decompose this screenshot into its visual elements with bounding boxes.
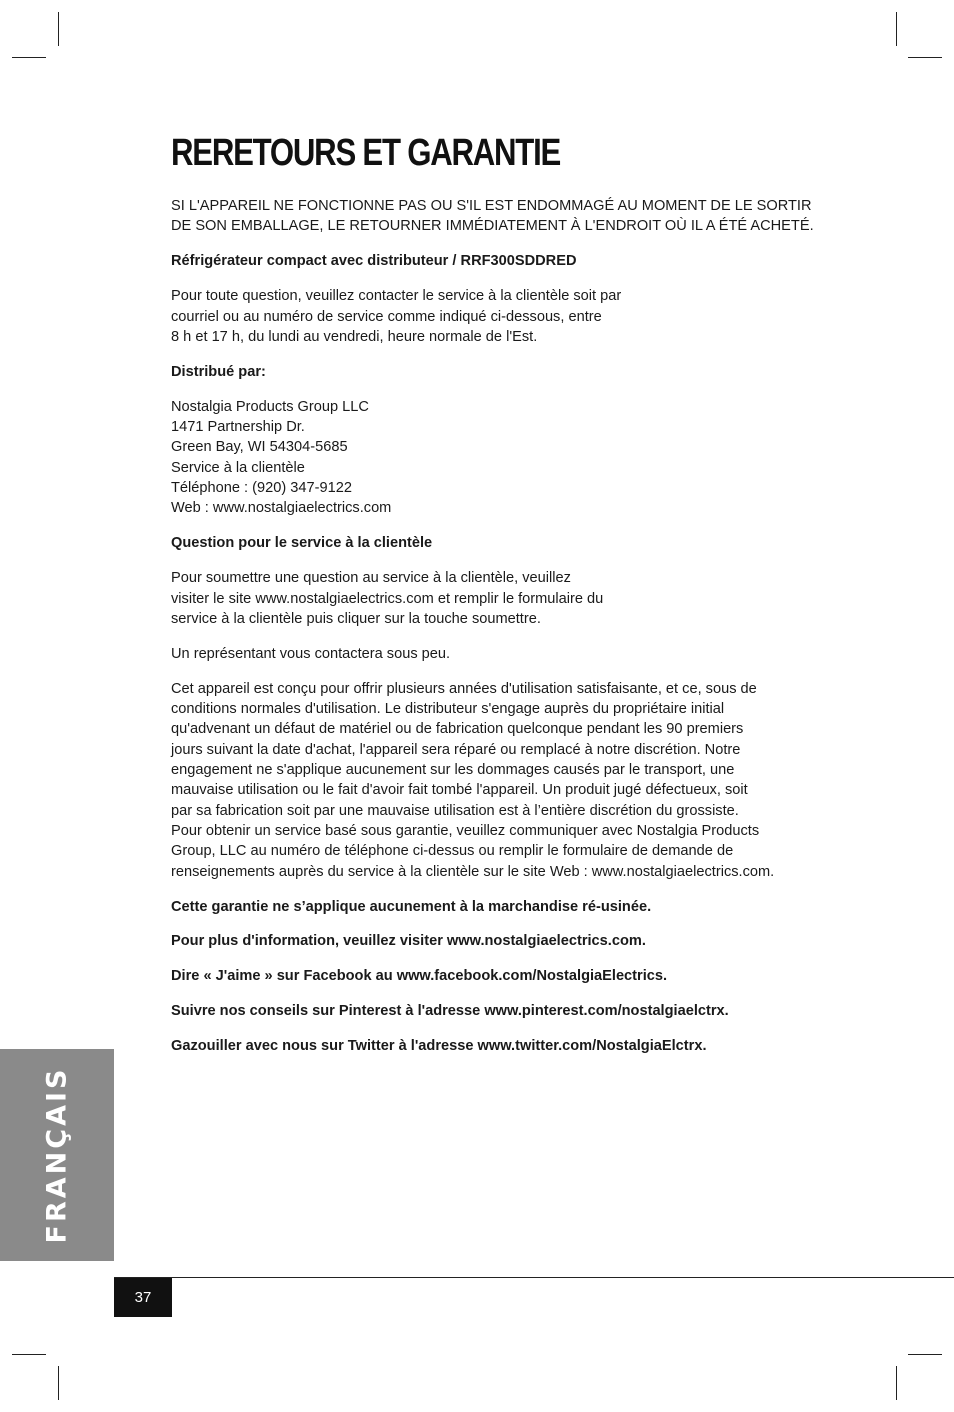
intro-notice: SI L'APPAREIL NE FONCTIONNE PAS OU S'IL EST ENDOMMAGÉ AU MOMENT DE LE SORTIR DE SON EMBALLAGE, LE RETOURNER IMMÉDIATEMENT À L'ENDROIT OÙ IL A ÉTÉ ACHETÉ. xyxy=(171,198,814,235)
crop-mark xyxy=(896,1366,897,1400)
crop-mark xyxy=(908,57,942,58)
crop-mark xyxy=(12,57,46,58)
crop-mark xyxy=(896,12,897,46)
address-block: Nostalgia Products Group LLC 1471 Partnership Dr. Green Bay, WI 54304-5685 Service à la clientèle Téléphone : (920) 347-9122 Web : www.nostalgiaelectrics.com xyxy=(171,398,392,517)
facebook-line: Dire « J'aime » sur Facebook au www.facebook.com/NostalgiaElectrics. xyxy=(171,968,668,985)
pinterest-line: Suivre nos conseils sur Pinterest à l'adresse www.pinterest.com/nostalgiaelctrx. xyxy=(171,1003,729,1020)
product-name: Réfrigérateur compact avec distributeur / RRF300SDDRED xyxy=(171,253,577,270)
representative-note: Un représentant vous contactera sous peu. xyxy=(171,645,451,662)
crop-mark xyxy=(908,1354,942,1355)
language-tab xyxy=(0,1049,114,1261)
refurbished-exclusion: Cette garantie ne s’applique aucunement à la marchandise ré-usinée. xyxy=(171,898,652,915)
page-content xyxy=(171,126,831,1071)
twitter-line: Gazouiller avec nous sur Twitter à l'adresse www.twitter.com/NostalgiaElctrx. xyxy=(171,1038,707,1055)
page-title: RERETOURS ET GARANTIE xyxy=(171,132,561,174)
warranty-paragraph: Cet appareil est conçu pour offrir plusieurs années d'utilisation satisfaisante, et ce, sous de conditions normales d'utilisation. Le distributeur s'engage auprès du propriétaire initial qu'advenant un défaut de matériel ou de fabrication quelconque pendant les 90 premiers jours suivant la date d'achat, l'appareil sera réparé ou remplacé à notre discrétion. Notre engagement ne s'applique aucunement sur les dommages causés par le transport, une mauvaise utilisation ou le fait d'avoir fait tombé l'appareil. Un produit jugé défectueux, soit par sa fabrication soit par une mauvaise utilisation est à l’entière discrétion du grossiste. Pour obtenir un service basé sous garantie, veuillez communiquer avec Nostalgia Products Group, LLC au numéro de téléphone ci-dessus ou remplir le formulaire de demande de renseignements auprès du service à la clientèle sur le site Web : www.nostalgiaelectrics.com. xyxy=(171,680,775,880)
page-number: 37 xyxy=(114,1278,172,1317)
contact-paragraph: Pour toute question, veuillez contacter le service à la clientèle soit par courriel ou au numéro de service comme indiqué ci-dessous, entre 8 h et 17 h, du lundi au vendredi, heure normale de l'Est. xyxy=(171,288,622,345)
crop-mark xyxy=(58,1366,59,1400)
info-link-line: Pour plus d'information, veuillez visiter www.nostalgiaelectrics.com. xyxy=(171,933,646,950)
question-heading: Question pour le service à la clientèle xyxy=(171,535,433,552)
language-label: FRANÇAIS xyxy=(41,1066,73,1244)
crop-mark xyxy=(58,12,59,46)
crop-mark xyxy=(12,1354,46,1355)
footer-rule xyxy=(114,1277,954,1278)
distributed-heading: Distribué par: xyxy=(171,363,266,380)
question-paragraph: Pour soumettre une question au service à la clientèle, veuillez visiter le site www.nostalgiaelectrics.com et remplir le formulaire du service à la clientèle puis cliquer sur la touche soumettre. xyxy=(171,570,604,627)
